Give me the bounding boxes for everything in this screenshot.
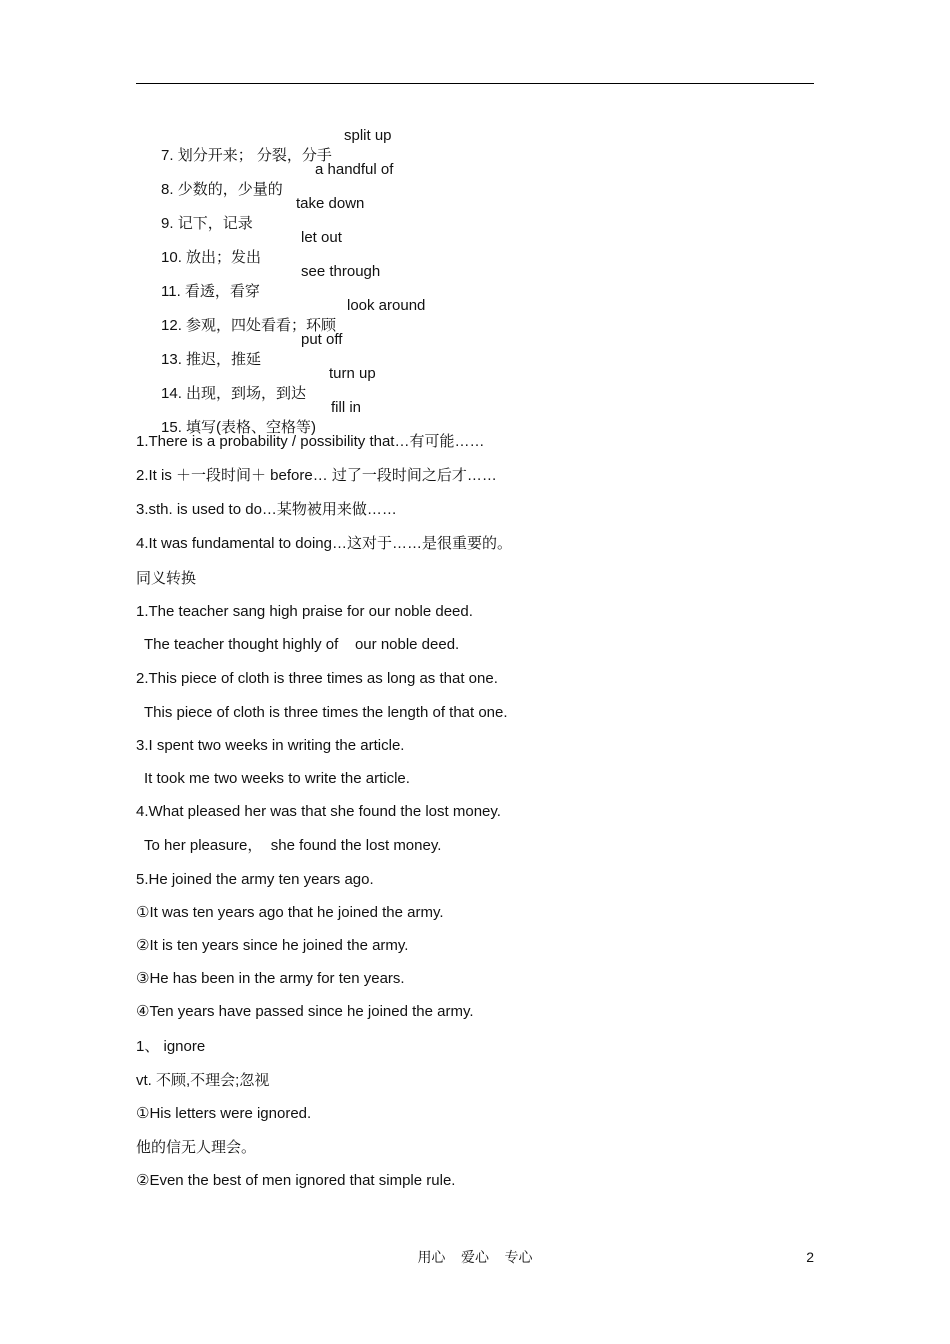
header-rule — [136, 83, 814, 84]
vocab-zh: 15. 填写(表格、空格等) — [161, 419, 317, 436]
synonym-line: 2.This piece of cloth is three times as long as that one. — [136, 670, 498, 687]
vocab-zh: 9. 记下，记录 — [161, 215, 253, 232]
vocab-en-14: turn up — [329, 365, 376, 382]
vocab-zh: 14. 出现，到场，到达 — [161, 385, 307, 402]
pattern-2: 2.It is ＋一段时间＋ before… 过了一段时间之后才…… — [136, 467, 497, 484]
synonym-line: It took me two weeks to write the article. — [144, 770, 410, 787]
word-example-1-en: ①His letters were ignored. — [136, 1105, 312, 1122]
vocab-zh: 12. 参观，四处看看；环顾 — [161, 317, 337, 334]
vocab-en-8: a handful of — [315, 161, 394, 178]
page-number: 2 — [806, 1249, 814, 1265]
synonym-line: ③He has been in the army for ten years. — [136, 970, 405, 987]
word-headword: 1、 ignore — [136, 1038, 206, 1055]
synonym-line: 4.What pleased her was that she found the lost money. — [136, 803, 501, 820]
synonym-line: ②It is ten years since he joined the army. — [136, 937, 409, 954]
pattern-3: 3.sth. is used to do…某物被用来做…… — [136, 501, 397, 518]
footer-motto: 用心 爱心 专心 — [417, 1249, 533, 1265]
vocab-en-7: split up — [344, 127, 392, 144]
synonym-line: 1.The teacher sang high praise for our noble deed. — [136, 603, 473, 620]
vocab-zh: 10. 放出；发出 — [161, 249, 262, 266]
synonym-line: This piece of cloth is three times the length of that one. — [144, 704, 508, 721]
synonym-line: 3.I spent two weeks in writing the article. — [136, 737, 405, 754]
word-definition: vt. 不顾,不理会;忽视 — [136, 1072, 270, 1089]
synonym-heading: 同义转换 — [136, 570, 197, 587]
synonym-line: ①It was ten years ago that he joined the army. — [136, 904, 444, 921]
vocab-en-10: let out — [301, 229, 342, 246]
synonym-line: 5.He joined the army ten years ago. — [136, 871, 374, 888]
synonym-line: The teacher thought highly of our noble deed. — [144, 636, 460, 653]
pattern-4: 4.It was fundamental to doing…这对于……是很重要的。 — [136, 535, 512, 552]
vocab-zh: 11. 看透，看穿 — [161, 283, 260, 300]
vocab-zh: 8. 少数的，少量的 — [161, 181, 283, 198]
vocab-zh: 13. 推迟，推延 — [161, 351, 262, 368]
vocab-en-13: put off — [301, 331, 343, 348]
word-example-2-en: ②Even the best of men ignored that simple rule. — [136, 1172, 456, 1189]
pattern-1: 1.There is a probability / possibility that…有可能…… — [136, 433, 485, 450]
synonym-line: ④Ten years have passed since he joined the army. — [136, 1003, 474, 1020]
vocab-en-12: look around — [347, 297, 426, 314]
word-example-1-zh: 他的信无人理会。 — [136, 1139, 257, 1156]
vocab-en-15: fill in — [331, 399, 362, 416]
vocab-zh: 7. 划分开来； 分裂，分手 — [161, 147, 332, 164]
vocab-en-11: see through — [301, 263, 381, 280]
vocab-en-9: take down — [296, 195, 365, 212]
synonym-line: To her pleasure， she found the lost money. — [144, 837, 442, 854]
